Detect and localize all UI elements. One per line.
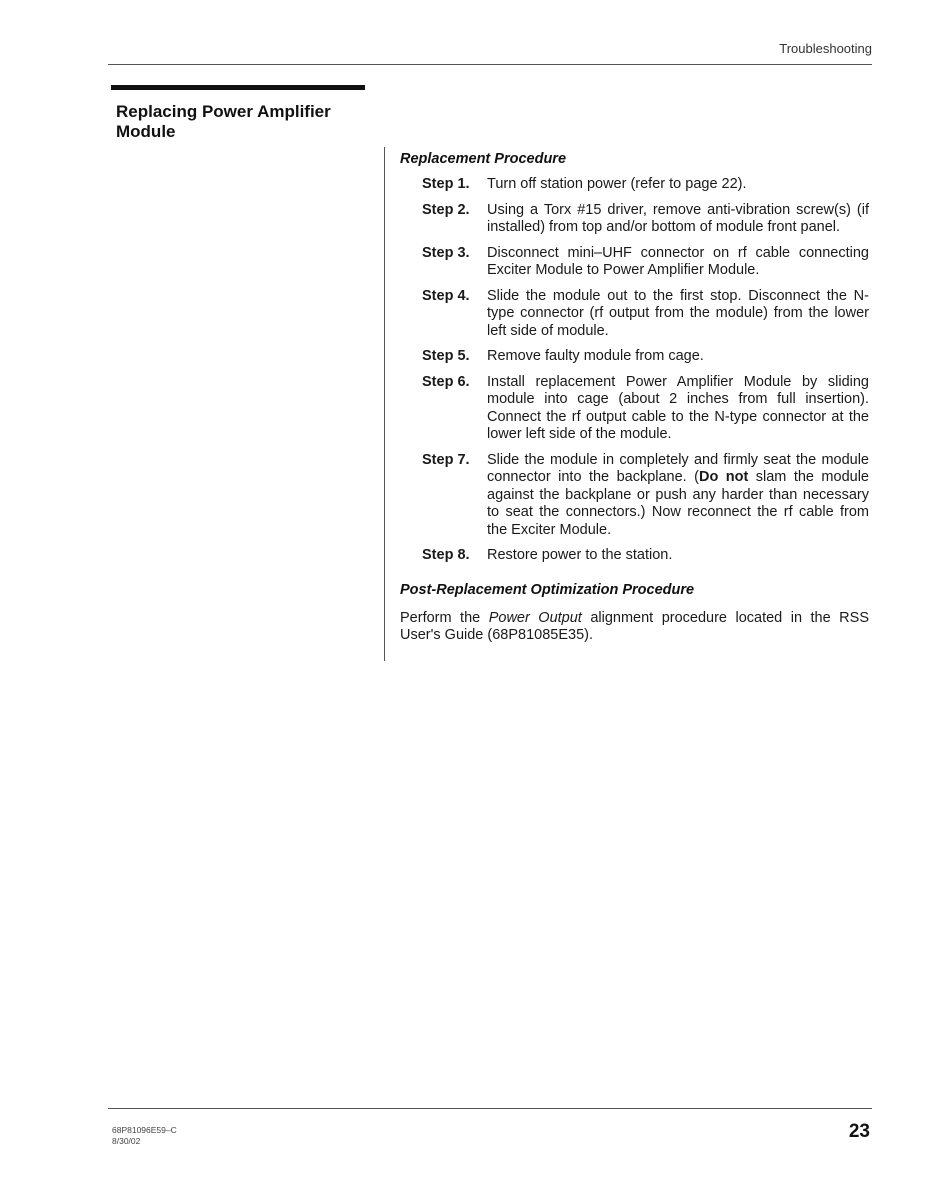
- step-label: Step 4.: [422, 287, 470, 304]
- step-item: [400, 176, 869, 194]
- header-rule: [108, 64, 872, 65]
- post-replacement-heading: Post-Replacement Optimization Procedure: [400, 581, 695, 598]
- content-column: [400, 149, 869, 645]
- para-emphasis: Power Output: [488, 609, 582, 626]
- step-label: Step 8.: [422, 547, 470, 563]
- step-item: [400, 348, 869, 366]
- step-label: Step 6.: [422, 373, 470, 390]
- running-header: Troubleshooting: [779, 41, 872, 56]
- step-text: Using a Torx #15 driver, remove anti-vibration screw(s) (if installed) from top and/or bottom of module front panel.: [487, 201, 869, 235]
- section-title: Replacing Power Amplifier Module: [116, 102, 331, 141]
- content-margin-rule: [384, 147, 385, 661]
- step-item: [400, 452, 869, 540]
- step-text: Restore power to the station.: [487, 547, 673, 563]
- step-item: [400, 245, 869, 280]
- footer-rule: [108, 1108, 872, 1109]
- step-text: Slide the module out to the first stop. Disconnect the N-type connector (rf output from the module) from the lower left side of module.: [487, 287, 869, 339]
- step-item: [400, 202, 869, 237]
- step-item: [400, 547, 869, 565]
- post-replacement-paragraph: [400, 610, 869, 645]
- section-bar: [111, 85, 365, 90]
- step-text: Disconnect mini–UHF connector on rf cable connecting Exciter Module to Power Amplifier Module.: [487, 244, 869, 278]
- document-number: 68P81096E59–C: [112, 1125, 177, 1135]
- document-date: 8/30/02: [112, 1136, 141, 1146]
- step-label: Step 3.: [422, 244, 470, 261]
- step-label: Step 2.: [422, 201, 470, 218]
- step-text: Turn off station power (refer to page 22).: [487, 176, 747, 192]
- step-label: Step 5.: [422, 348, 470, 364]
- step-list: [400, 176, 869, 565]
- step-item: [400, 288, 869, 341]
- para-text-part: alignment procedure located in the RSS User's Guide (68P81085E35).: [400, 609, 869, 643]
- step-text-part: Slide the module in completely and firmly seat the module connector into the backplane. (: [487, 451, 869, 485]
- replacement-procedure-heading: Replacement Procedure: [400, 151, 567, 167]
- step-text: Remove faulty module from cage.: [487, 348, 704, 364]
- step-label: Step 7.: [422, 451, 470, 468]
- step-item: [400, 374, 869, 444]
- step-text-part: slam the module against the backplane or push any harder than necessary to seat the connectors.) Now reconnect the rf cable from the Exciter Module.: [487, 469, 869, 538]
- step-text: [487, 452, 869, 540]
- step-emphasis: Do not: [698, 469, 749, 485]
- step-text: Install replacement Power Amplifier Module by sliding module into cage (about 2 inches from full insertion). Connect the rf output cable to the N-type connector at the lower left side of the module.: [487, 373, 869, 442]
- step-label: Step 1.: [422, 176, 470, 192]
- para-text-part: Perform the: [400, 609, 489, 626]
- page-number: 23: [848, 1121, 870, 1142]
